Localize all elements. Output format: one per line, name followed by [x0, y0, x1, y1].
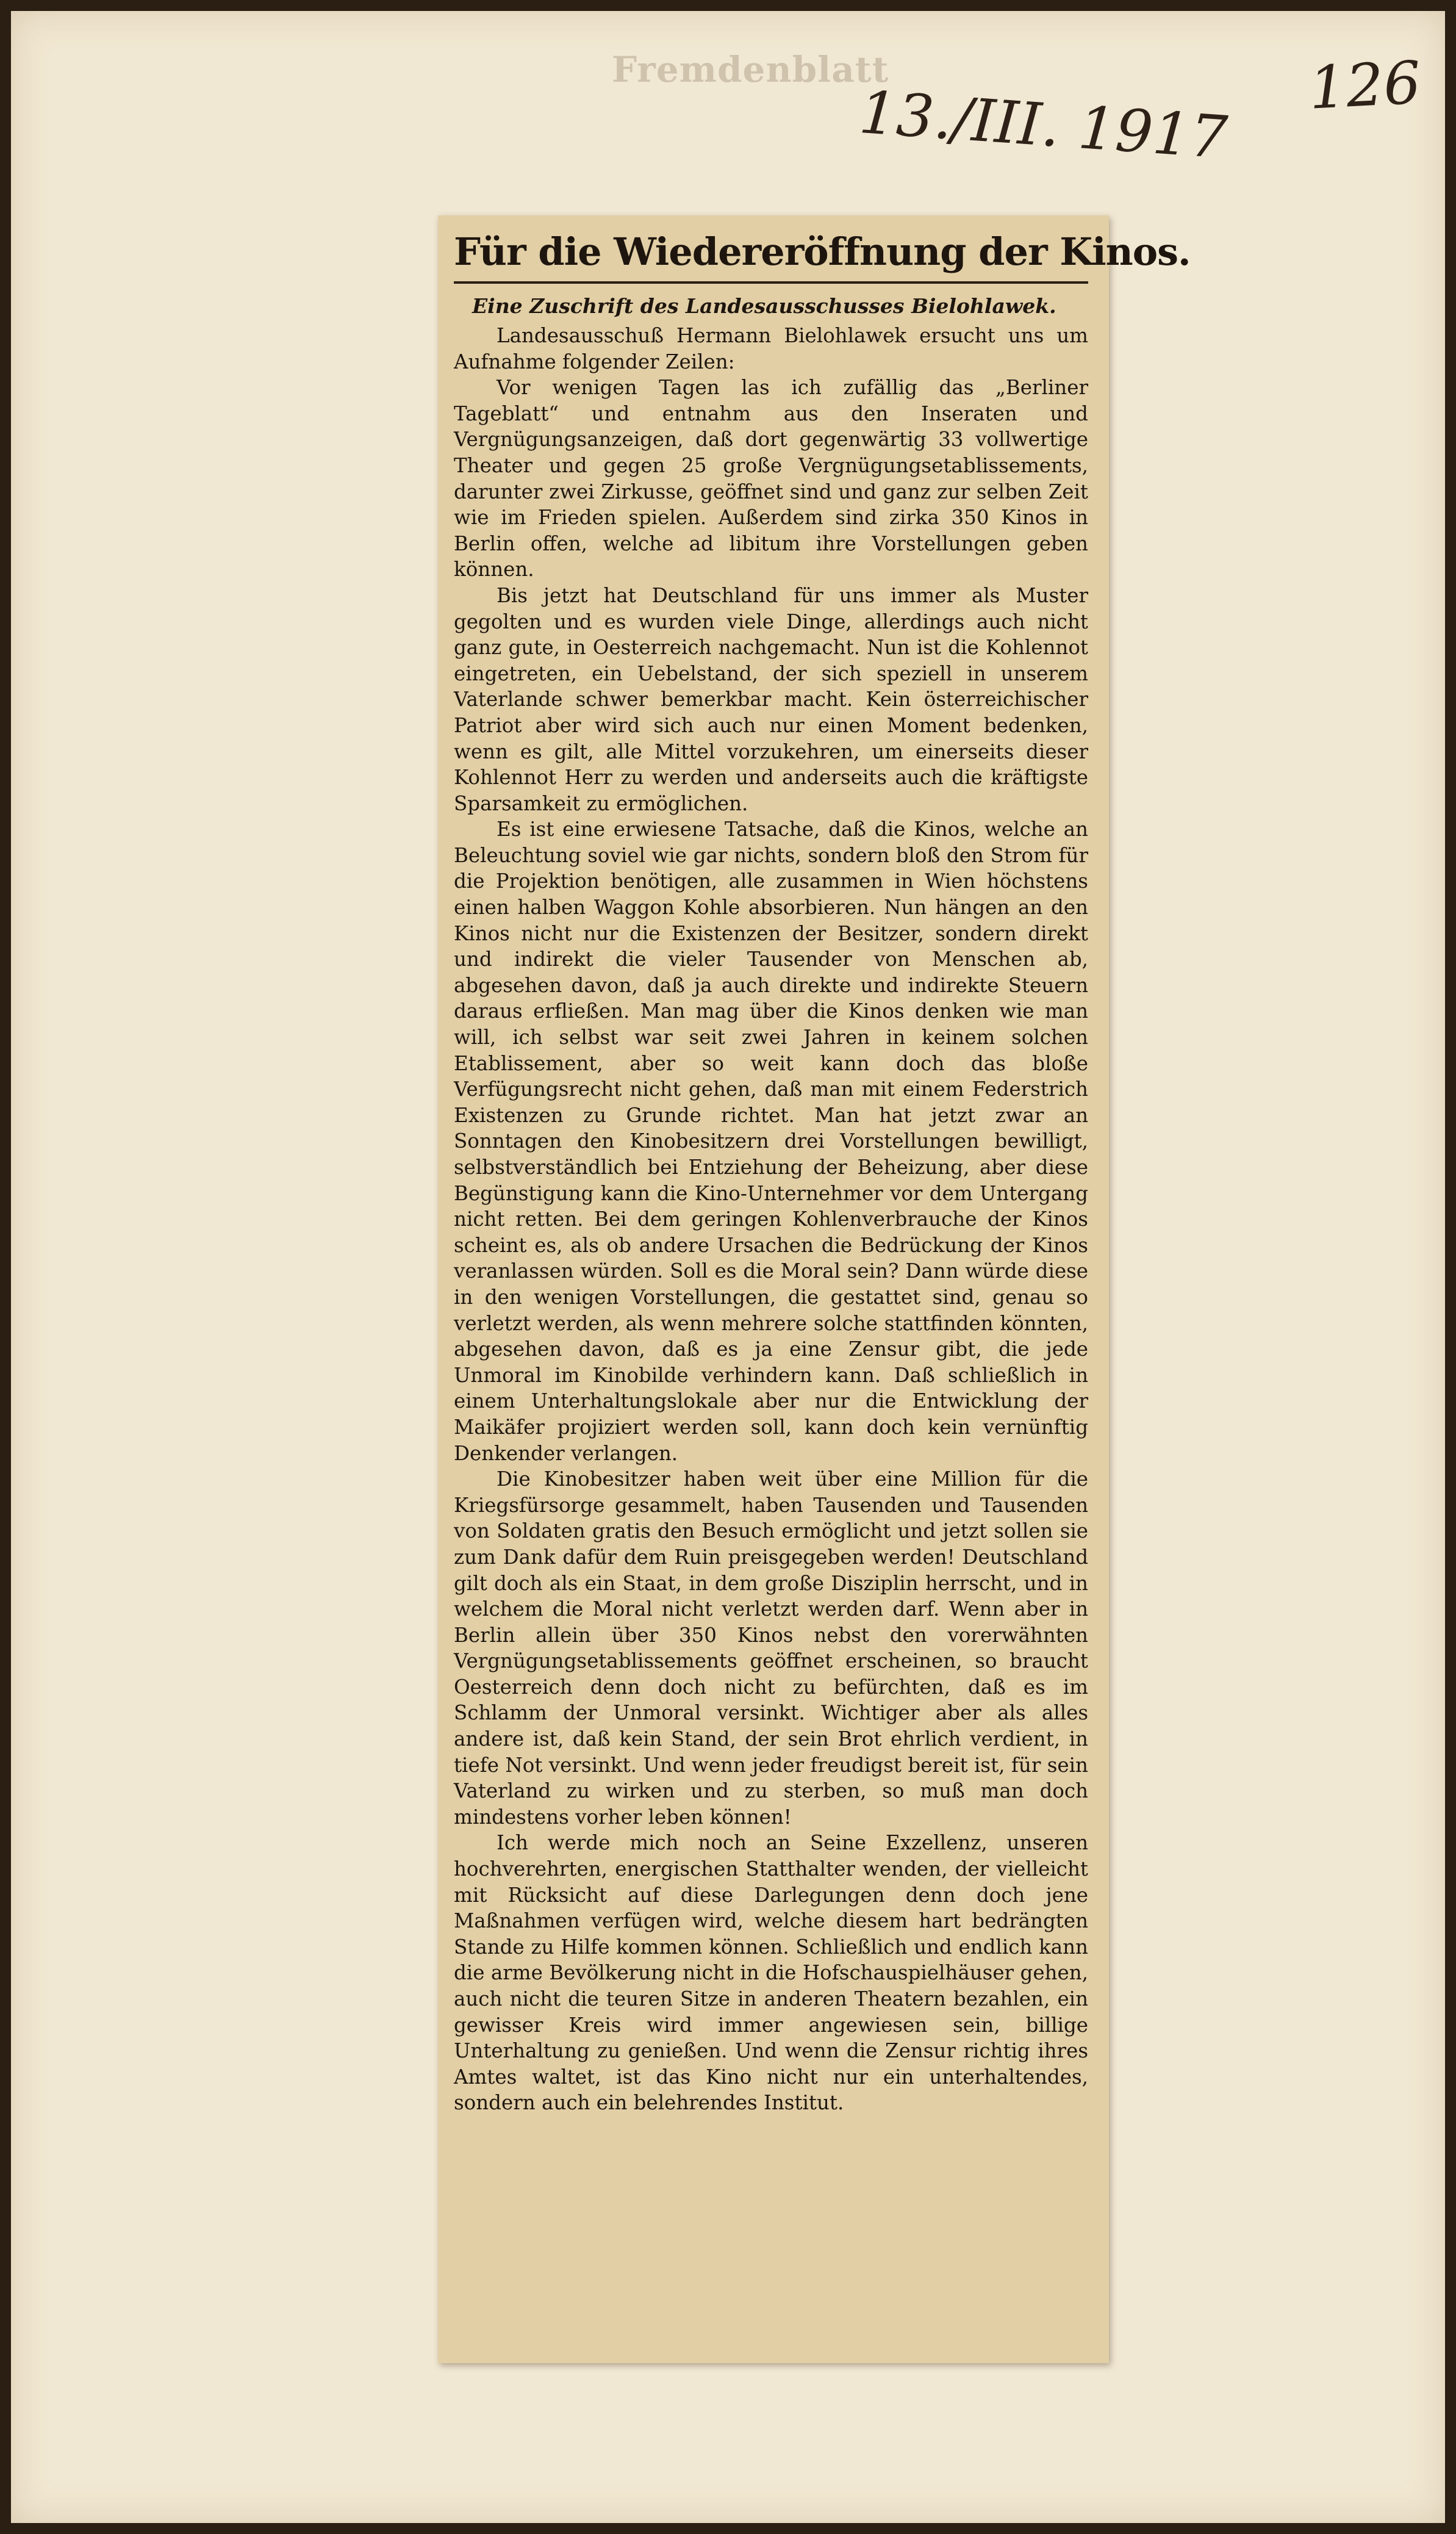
article-headline: Für die Wiedereröffnung der Kinos. [454, 228, 1088, 284]
newspaper-clipping [438, 215, 1191, 2363]
article-paragraph: Landesausschuß Hermann Bielohlawek ersucht uns um Aufnahme folgender Zeilen: [454, 324, 1088, 373]
article-paragraph: Vor wenigen Tagen las ich zufällig das „Berliner Tageblatt“ und entnahm aus den Inseraten und Vergnügungsanzeigen, daß dort gegenwärtig 33 vollwertige Theater und gegen 25 große Vergnügungsetablissements, darunter zwei Zirkusse, geöffnet sind und ganz zur selben Zeit wie im Frieden spielen. Außerdem sind zirka 350 Kinos in Berlin offen, welche ad libitum ihre Vorstellungen geben können. [454, 376, 1088, 581]
newspaper-stamp: Fremdenblatt [612, 49, 889, 90]
article-body [454, 323, 1088, 2116]
handwritten-date: 13./III. 1917 [857, 78, 1230, 172]
article-paragraph: Es ist eine erwiesene Tatsache, daß die Kinos, welche an Beleuchtung soviel wie gar nichts, sondern bloß den Strom für die Projektion benötigen, alle zusammen in Wien höchstens einen halben Waggon Kohle absorbieren. Nun hängen an den Kinos nicht nur die Existenzen der Besitzer, sondern direkt und indirekt die vieler Tausender von Menschen ab, abgesehen davon, daß ja auch direkte und indirekte Steuern daraus erfließen. Man mag über die Kinos denken wie man will, ich selbst war seit zwei Jahren in keinem solchen Etablissement, aber so weit kann doch das bloße Verfügungsrecht nicht gehen, daß man mit einem Federstrich Existenzen zu Grunde richtet. Man hat jetzt zwar an Sonntagen den Kinobesitzern drei Vorstellungen bewilligt, selbstverständlich bei Entziehung der Beheizung, aber diese Begünstigung kann die Kino-Unternehmer vor dem Untergang nicht retten. Bei dem geringen Kohlenverbrauche der Kinos scheint es, als ob andere Ursachen die Bedrückung der Kinos veranlassen würden. Soll es die Moral sein? Dann würde diese in den wenigen Vorstellungen, die gestattet sind, genau so verletzt werden, als wenn mehrere solche stattfinden könnten, abgesehen davon, daß es ja eine Zensur gibt, die jede Unmoral im Kinobilde verhindern kann. Daß schließlich in einem Unterhaltungslokale aber nur die Entwicklung der Maikäfer projiziert werden soll, kann doch kein vernünftig Denkender verlangen. [454, 818, 1088, 1465]
article-paragraph: Ich werde mich noch an Seine Exzellenz, unseren hochverehrten, energischen Statthalter wenden, der vielleicht mit Rücksicht auf diese Darlegungen denn doch jene Maßnahmen verfügen wird, welche diesem hart bedrängten Stande zu Hilfe kommen können. Schließlich und endlich kann die arme Bevölkerung nicht in die Hofschauspielhäuser gehen, auch nicht die teuren Sitze in anderen Theatern bezahlen, ein gewisser Kreis wird immer angewiesen sein, billige Unterhaltung zu genießen. Und wenn die Zensur richtig ihres Amtes waltet, ist das Kino nicht nur ein unterhaltendes, sondern auch ein belehrendes Institut. [454, 1831, 1088, 2115]
article-paragraph: Bis jetzt hat Deutschland für uns immer als Muster gegolten und es wurden viele Dinge, allerdings auch nicht ganz gute, in Oesterreich nachgemacht. Nun ist die Kohlennot eingetreten, ein Uebelstand, der sich speziell in unserem Vaterlande schwer bemerkbar macht. Kein österreichischer Patriot aber wird sich auch nur einen Moment bedenken, wenn es gilt, alle Mittel vorzukehren, um einerseits dieser Kohlennot Herr zu werden und anderseits auch die kräftigste Sparsamkeit zu ermöglichen. [454, 583, 1088, 815]
article-paragraph: Die Kinobesitzer haben weit über eine Million für die Kriegsfürsorge gesammelt, haben Tausenden und Tausenden von Soldaten gratis den Besuch ermöglicht und jetzt sollen sie zum Dank dafür dem Ruin preisgegeben werden! Deutschland gilt doch als ein Staat, in dem große Disziplin herrscht, und in welchem die Moral nicht verletzt werden darf. Wenn aber in Berlin allein über 350 Kinos nebst den vorerwähnten Vergnügungsetablissements geöffnet erscheinen, so braucht Oesterreich denn doch nicht zu befürchten, daß es im Schlamm der Unmoral versinkt. Wichtiger aber als alles andere ist, daß kein Stand, der sein Brot ehrlich verdient, in tiefe Not versinkt. Und wenn jeder freudigst bereit ist, für sein Vaterland zu wirken und zu sterben, so muß man doch mindestens vorher leben können! [454, 1467, 1088, 1829]
archive-sheet [11, 11, 1445, 2523]
article-subhead: Eine Zuschrift des Landesausschusses Bielohlawek. [472, 294, 1056, 318]
page-number: 126 [1307, 48, 1423, 123]
